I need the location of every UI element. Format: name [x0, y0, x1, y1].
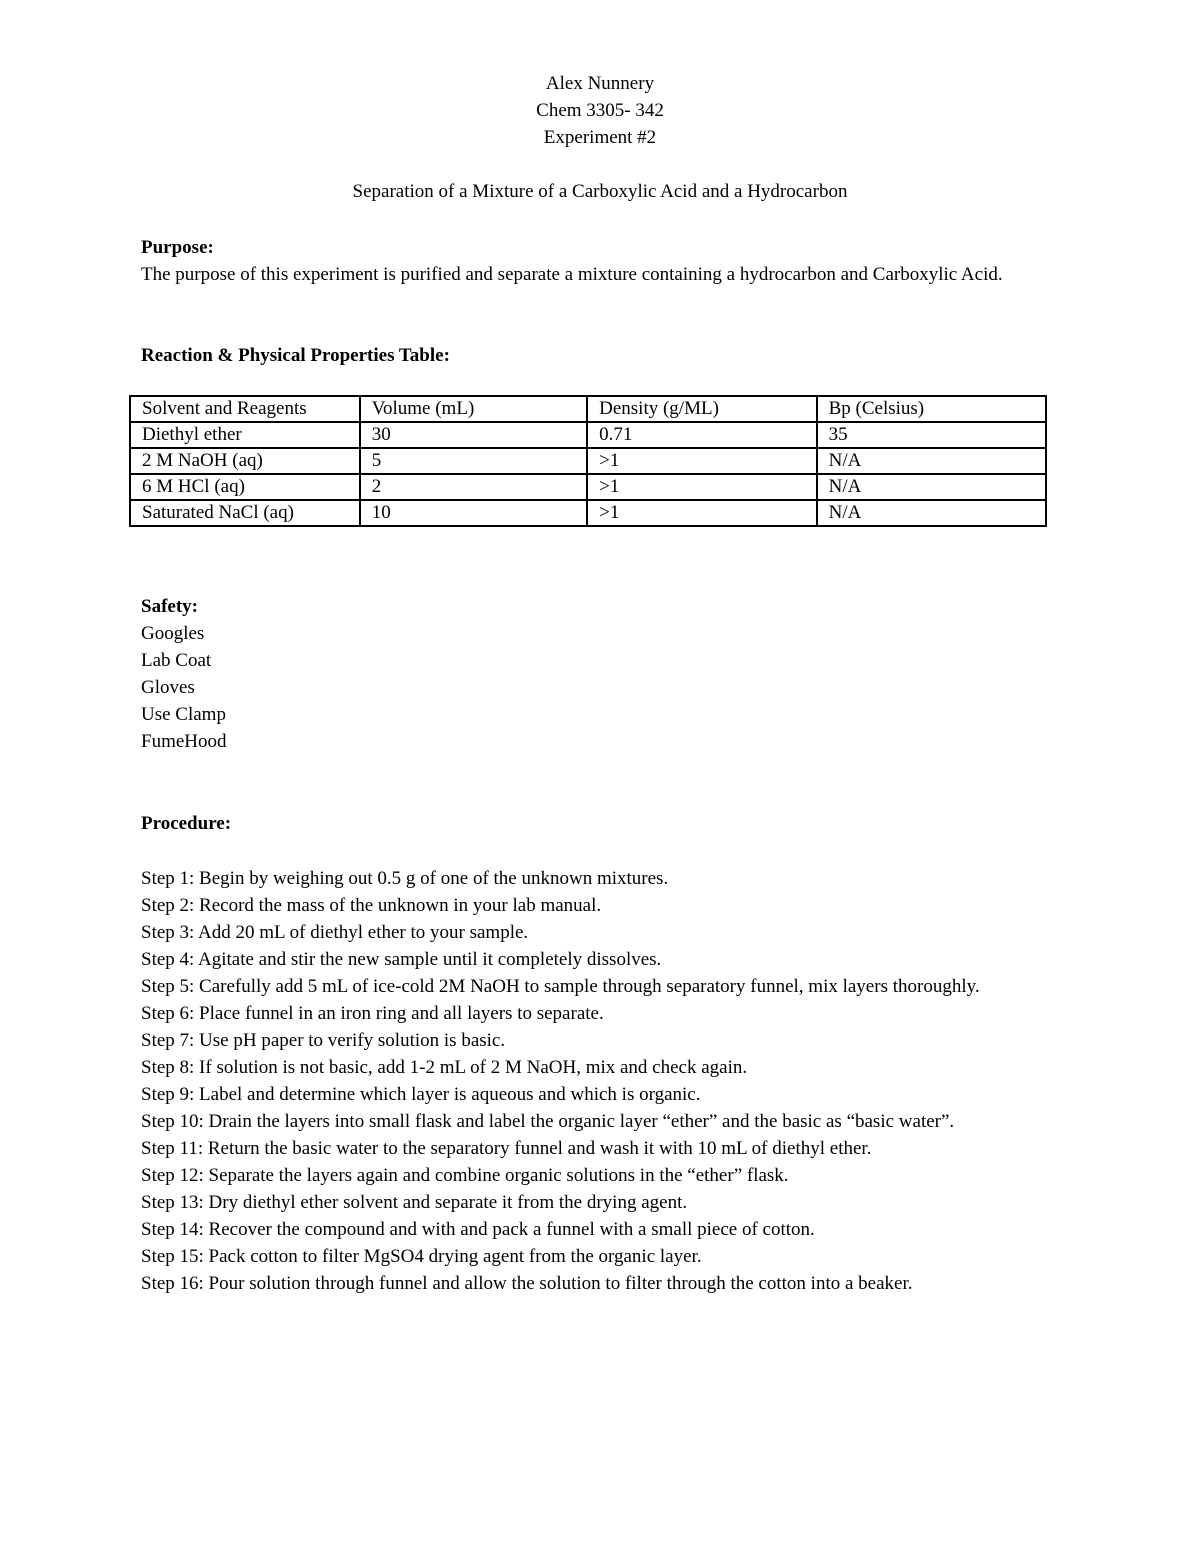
table-heading: Reaction & Physical Properties Table: [141, 345, 450, 366]
safety-item: Gloves [141, 677, 195, 698]
procedure-step: Step 16: Pour solution through funnel and allow the solution to filter through the cotton into a beaker. [141, 1273, 913, 1294]
properties-table [129, 395, 1047, 527]
table-cell: 5 [360, 448, 587, 474]
table-row [130, 500, 1046, 526]
procedure-step: Step 7: Use pH paper to verify solution is basic. [141, 1030, 506, 1051]
table-cell: N/A [817, 474, 1046, 500]
table-cell: N/A [817, 500, 1046, 526]
procedure-step: Step 12: Separate the layers again and combine organic solutions in the “ether” flask. [141, 1165, 789, 1186]
table-cell: 30 [360, 422, 587, 448]
table-cell: Diethyl ether [130, 422, 360, 448]
table-header-row [130, 396, 1046, 422]
procedure-step: Step 2: Record the mass of the unknown in your lab manual. [141, 895, 602, 916]
procedure-list [141, 865, 1061, 1297]
procedure-heading: Procedure: [141, 813, 232, 834]
table-cell: 2 [360, 474, 587, 500]
table-cell: >1 [587, 448, 816, 474]
procedure-step: Step 10: Drain the layers into small flask and label the organic layer “ether” and the basic as “basic water”. [141, 1111, 955, 1132]
author-name: Alex Nunnery [545, 73, 655, 94]
safety-item: Use Clamp [141, 704, 226, 725]
procedure-step: Step 4: Agitate and stir the new sample until it completely dissolves. [141, 949, 662, 970]
table-cell: 0.71 [587, 422, 816, 448]
table-cell: Saturated NaCl (aq) [130, 500, 360, 526]
procedure-step: Step 15: Pack cotton to filter MgSO4 drying agent from the organic layer. [141, 1246, 702, 1267]
course-number: Chem 3305- 342 [536, 100, 664, 121]
table-cell: 2 M NaOH (aq) [130, 448, 360, 474]
table-cell: 6 M HCl (aq) [130, 474, 360, 500]
purpose-text: The purpose of this experiment is purified and separate a mixture containing a hydrocarbon and Carboxylic Acid. [141, 264, 1003, 285]
document-header [0, 70, 1200, 151]
safety-item: Lab Coat [141, 650, 212, 671]
column-header: Density (g/ML) [587, 396, 816, 422]
procedure-step: Step 1: Begin by weighing out 0.5 g of one of the unknown mixtures. [141, 868, 669, 889]
column-header: Volume (mL) [360, 396, 587, 422]
procedure-step: Step 3: Add 20 mL of diethyl ether to your sample. [141, 922, 529, 943]
table-cell: 10 [360, 500, 587, 526]
column-header: Bp (Celsius) [817, 396, 1046, 422]
safety-list [141, 620, 1061, 755]
table-row [130, 474, 1046, 500]
procedure-step: Step 14: Recover the compound and with and pack a funnel with a small piece of cotton. [141, 1219, 815, 1240]
purpose-heading: Purpose: [141, 237, 214, 258]
table-cell: 35 [817, 422, 1046, 448]
experiment-number: Experiment #2 [543, 127, 657, 148]
table-cell: >1 [587, 474, 816, 500]
procedure-step: Step 11: Return the basic water to the separatory funnel and wash it with 10 mL of diethyl ether. [141, 1138, 872, 1159]
safety-heading: Safety: [141, 596, 198, 617]
procedure-step: Step 8: If solution is not basic, add 1-2 mL of 2 M NaOH, mix and check again. [141, 1057, 748, 1078]
column-header: Solvent and Reagents [130, 396, 360, 422]
procedure-step: Step 13: Dry diethyl ether solvent and separate it from the drying agent. [141, 1192, 688, 1213]
procedure-step: Step 9: Label and determine which layer is aqueous and which is organic. [141, 1084, 701, 1105]
document-title: Separation of a Mixture of a Carboxylic Acid and a Hydrocarbon [352, 181, 848, 202]
safety-item: FumeHood [141, 731, 227, 752]
table-row [130, 422, 1046, 448]
table-row [130, 448, 1046, 474]
procedure-step: Step 6: Place funnel in an iron ring and all layers to separate. [141, 1003, 604, 1024]
safety-item: Googles [141, 623, 205, 644]
table-cell: N/A [817, 448, 1046, 474]
table-cell: >1 [587, 500, 816, 526]
procedure-step: Step 5: Carefully add 5 mL of ice-cold 2M NaOH to sample through separatory funnel, mix layers thoroughly. [141, 976, 980, 997]
